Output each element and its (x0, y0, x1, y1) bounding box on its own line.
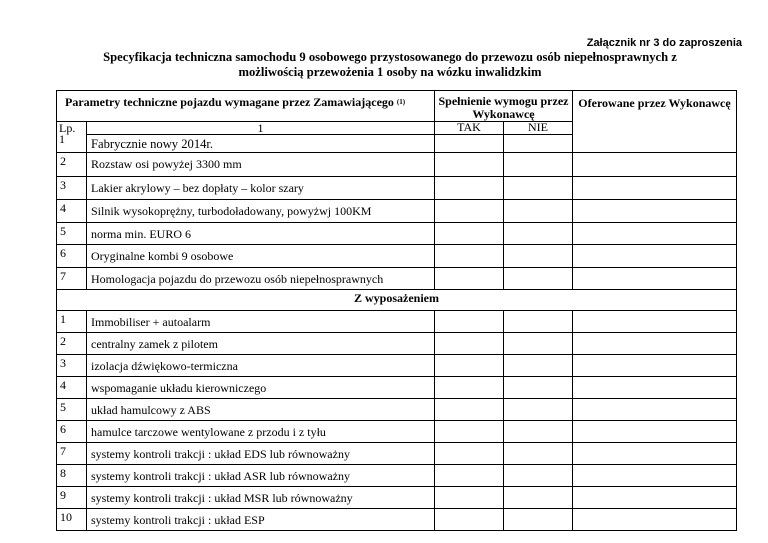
nie-cell[interactable] (504, 311, 573, 333)
requirement-text: systemy kontroli trakcji : układ EDS lub równoważny (87, 443, 435, 465)
requirement-text: Immobiliser + autoalarm (87, 311, 435, 333)
row-number: 4 (57, 200, 87, 223)
row-number: 6 (57, 421, 87, 443)
nie-cell[interactable] (504, 153, 573, 177)
nie-cell[interactable] (504, 377, 573, 399)
nie-cell[interactable] (504, 333, 573, 355)
params-header: Parametry techniczne pojazdu wymagane przez Zamawiającego $^{(1)}$ (57, 91, 435, 122)
nie-cell[interactable] (504, 135, 573, 153)
offered-cell[interactable] (573, 333, 737, 355)
tak-cell[interactable] (435, 465, 504, 487)
requirement-text: Rozstaw osi powyżej 3300 mm (87, 153, 435, 177)
offered-cell[interactable] (573, 177, 737, 200)
tak-cell[interactable] (435, 311, 504, 333)
offered-cell[interactable] (573, 311, 737, 333)
table-row (57, 223, 737, 245)
table-row (57, 153, 737, 177)
row-number: 1 (57, 311, 87, 333)
offered-cell[interactable] (573, 355, 737, 377)
requirement-text: norma min. EURO 6 (87, 223, 435, 245)
requirement-text: Lakier akrylowy – bez dopłaty – kolor szary (87, 177, 435, 200)
table-row (57, 509, 737, 531)
row-number: 3 (57, 355, 87, 377)
tak-cell[interactable] (435, 355, 504, 377)
nie-cell[interactable] (504, 509, 573, 531)
row-number: 9 (57, 487, 87, 509)
table-row (57, 177, 737, 200)
requirement-text: Fabrycznie nowy 2014r. (87, 135, 435, 153)
title-line-2: możliwością przewożenia 1 osoby na wózku inwalidzkim (238, 65, 542, 79)
nie-cell[interactable] (504, 421, 573, 443)
requirement-text: Silnik wysokoprężny, turbodoładowany, powyżwj 100KM (87, 200, 435, 223)
nie-cell[interactable] (504, 355, 573, 377)
tak-cell[interactable] (435, 177, 504, 200)
specification-table (56, 90, 737, 531)
lp-first-number: 1 (59, 132, 65, 146)
oferowane-header: Oferowane przez Wykonawcę (573, 91, 737, 153)
row-number: 5 (57, 223, 87, 245)
row-number: 3 (57, 177, 87, 200)
table-row (57, 465, 737, 487)
spelnienie-header: Spełnienie wymogu przez Wykonawcę (435, 91, 573, 122)
row-number: 5 (57, 399, 87, 421)
tak-cell[interactable] (435, 377, 504, 399)
tak-cell[interactable] (435, 245, 504, 268)
document-title (60, 50, 720, 80)
requirement-text: hamulce tarczowe wentylowane z przodu i z tyłu (87, 421, 435, 443)
requirement-text: systemy kontroli trakcji : układ MSR lub równoważny (87, 487, 435, 509)
nie-cell[interactable] (504, 223, 573, 245)
title-line-1: Specyfikacja techniczna samochodu 9 osobowego przystosowanego do przewozu osób niepełnosprawnych z (103, 50, 677, 64)
offered-cell[interactable] (573, 223, 737, 245)
requirement-text: systemy kontroli trakcji : układ ESP (87, 509, 435, 531)
offered-cell[interactable] (573, 153, 737, 177)
annex-label: Załącznik nr 3 do zaproszenia (586, 37, 742, 49)
section-row (57, 290, 737, 311)
requirement-text: systemy kontroli trakcji : układ ASR lub równoważny (87, 465, 435, 487)
offered-cell[interactable] (573, 487, 737, 509)
table-row (57, 399, 737, 421)
table-row (57, 245, 737, 268)
table-row (57, 487, 737, 509)
row-number: 2 (57, 153, 87, 177)
requirement-text: Oryginalne kombi 9 osobowe (87, 245, 435, 268)
row-number: 6 (57, 245, 87, 268)
tak-cell[interactable] (435, 443, 504, 465)
nie-cell[interactable] (504, 268, 573, 290)
offered-cell[interactable] (573, 245, 737, 268)
nie-cell[interactable] (504, 443, 573, 465)
nie-cell[interactable] (504, 177, 573, 200)
tak-cell[interactable] (435, 200, 504, 223)
table-row (57, 377, 737, 399)
tak-cell[interactable] (435, 153, 504, 177)
table-row (57, 268, 737, 290)
nie-cell[interactable] (504, 245, 573, 268)
tak-cell[interactable] (435, 421, 504, 443)
nie-cell[interactable] (504, 200, 573, 223)
offered-cell[interactable] (573, 399, 737, 421)
row-number: 8 (57, 465, 87, 487)
offered-cell[interactable] (573, 465, 737, 487)
column-number-header: 1 (87, 122, 435, 135)
nie-cell[interactable] (504, 487, 573, 509)
tak-cell[interactable] (435, 487, 504, 509)
nie-cell[interactable] (504, 399, 573, 421)
tak-header: TAK (435, 122, 504, 135)
tak-cell[interactable] (435, 223, 504, 245)
offered-cell[interactable] (573, 443, 737, 465)
row-number: 7 (57, 268, 87, 290)
section-title: Z wyposażeniem (57, 290, 737, 311)
table-row (57, 333, 737, 355)
offered-cell[interactable] (573, 421, 737, 443)
params-note: (1) (396, 98, 406, 106)
requirement-text: wspomaganie układu kierowniczego (87, 377, 435, 399)
tak-cell[interactable] (435, 268, 504, 290)
requirement-text: układ hamulcowy z ABS (87, 399, 435, 421)
tak-cell[interactable] (435, 135, 504, 153)
tak-cell[interactable] (435, 399, 504, 421)
offered-cell[interactable] (573, 509, 737, 531)
tak-cell[interactable] (435, 333, 504, 355)
table-row (57, 311, 737, 333)
offered-cell[interactable] (573, 200, 737, 223)
row-number: 4 (57, 377, 87, 399)
table-row (57, 443, 737, 465)
table-row (57, 200, 737, 223)
table-row (57, 421, 737, 443)
nie-cell[interactable] (504, 465, 573, 487)
row-number: 10 (57, 509, 87, 531)
offered-cell[interactable] (573, 377, 737, 399)
nie-header: NIE (504, 122, 573, 135)
lp-header: Lp. 1 (57, 122, 87, 153)
tak-cell[interactable] (435, 509, 504, 531)
requirement-text: Homologacja pojazdu do przewozu osób niepełnosprawnych (87, 268, 435, 290)
row-number: 7 (57, 443, 87, 465)
requirement-text: centralny zamek z pilotem (87, 333, 435, 355)
offered-cell[interactable] (573, 268, 737, 290)
row-number: 2 (57, 333, 87, 355)
table-row (57, 355, 737, 377)
requirement-text: izolacja dźwiękowo-termiczna (87, 355, 435, 377)
